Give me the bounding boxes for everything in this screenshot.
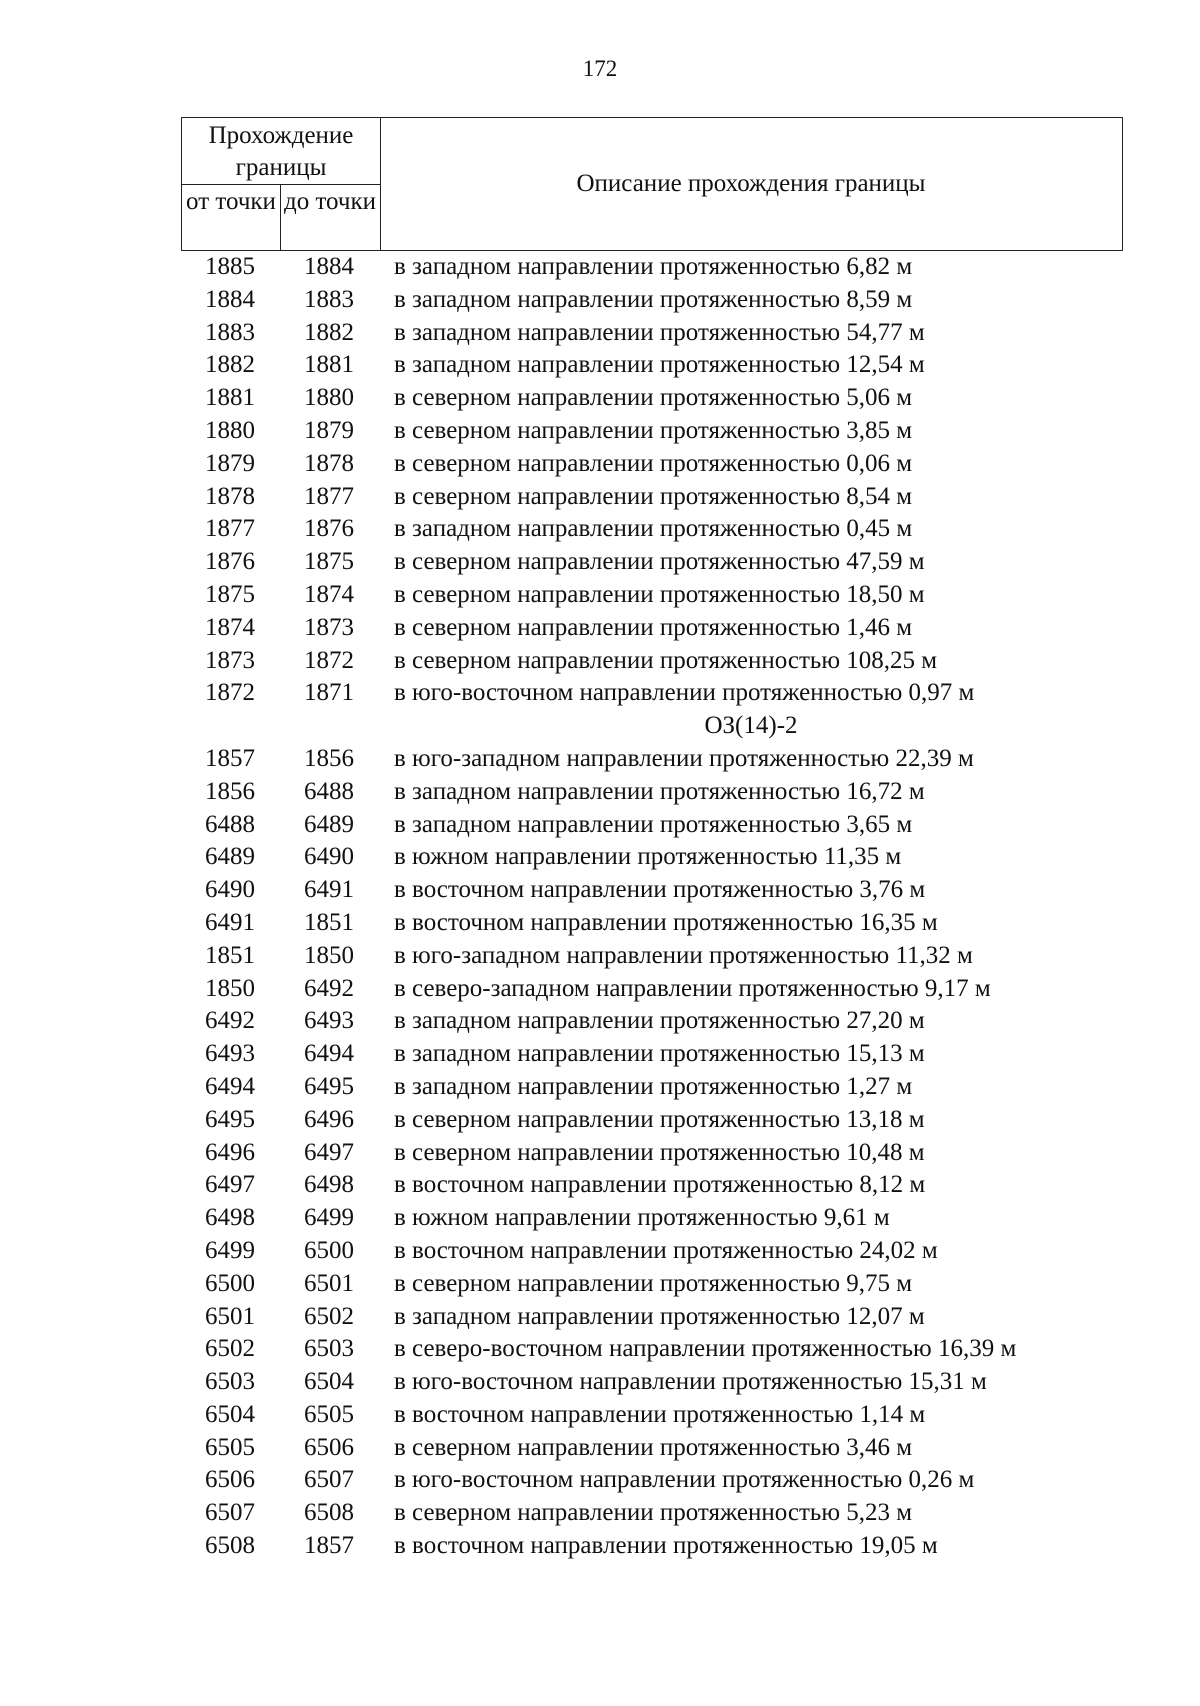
description-cell: в южном направлении протяженностью 11,35 м [394,843,902,871]
from-point-cell: 1876 [205,548,255,576]
table-row [181,1137,1131,1170]
to-point-cell: 6507 [304,1466,354,1494]
to-point-cell: 6501 [304,1269,354,1297]
from-point-cell: 6499 [205,1236,255,1264]
to-point-cell: 6497 [304,1138,354,1166]
description-cell: в северном направлении протяженностью 1,46 м [394,613,913,641]
table-row [181,284,1131,317]
from-point-cell: 1879 [205,449,255,477]
page-number: 172 [582,56,618,81]
from-point-cell: 1885 [205,253,255,280]
description-cell: в западном направлении протяженностью 54,77 м [394,318,925,346]
description-cell: в восточном направлении протяженностью 24,02 м [394,1236,938,1264]
description-cell: в северном направлении протяженностью 0,06 м [394,449,913,477]
table-row [181,251,1131,284]
from-point-cell: 1851 [205,941,255,969]
from-point-cell: 6488 [205,810,255,838]
description-cell: в восточном направлении протяженностью 8,12 м [394,1171,926,1199]
table-row [181,1497,1131,1530]
description-cell: в северном направлении протяженностью 9,75 м [394,1269,913,1297]
to-point-cell: 1872 [304,646,354,674]
from-point-cell: 6491 [205,908,255,936]
description-cell: в северном направлении протяженностью 108,25 м [394,646,938,674]
table-row [181,382,1131,415]
from-point-cell: 6507 [205,1499,255,1527]
table-row [181,841,1131,874]
table-row [181,677,1131,710]
from-point-cell: 6496 [205,1138,255,1166]
table-row [181,907,1131,940]
table-row [181,1202,1131,1235]
to-point-cell: 6499 [304,1204,354,1232]
to-point-cell: 6508 [304,1499,354,1527]
header-divider [182,184,380,185]
from-point-cell: 1850 [205,974,255,1002]
to-point-cell: 6503 [304,1335,354,1363]
table-row [181,612,1131,645]
to-point-cell: 1880 [304,384,354,412]
from-point-cell: 1883 [205,318,255,346]
description-cell: в западном направлении протяженностью 15,13 м [394,1040,925,1068]
header-description: Описание прохождения границы [576,170,926,197]
from-point-cell: 6497 [205,1171,255,1199]
table-row [181,1399,1131,1432]
description-cell: в северном направлении протяженностью 3,85 м [394,416,913,444]
section-heading-row [181,710,1131,743]
to-point-cell: 6495 [304,1072,354,1100]
table-row [181,776,1131,809]
description-cell: в северо-восточном направлении протяженностью 16,39 м [394,1335,1017,1363]
table-row [181,645,1131,678]
to-point-cell: 1851 [304,908,354,936]
description-cell: в восточном направлении протяженностью 16,35 м [394,908,938,936]
description-cell: в юго-восточном направлении протяженностью 0,97 м [394,679,975,707]
to-point-cell: 6493 [304,1007,354,1035]
from-point-cell: 1873 [205,646,255,674]
to-point-cell: 6489 [304,810,354,838]
table-row [181,1366,1131,1399]
description-cell: в северном направлении протяженностью 3,46 м [394,1433,913,1461]
table-row [181,1268,1131,1301]
from-point-cell: 6493 [205,1040,255,1068]
to-point-cell: 1884 [304,253,354,280]
table-row [181,743,1131,776]
from-point-cell: 6490 [205,876,255,904]
section-label: ОЗ(14)-2 [704,712,798,740]
description-cell: в северо-западном направлении протяженностью 9,17 м [394,974,991,1002]
description-cell: в западном направлении протяженностью 12,54 м [394,351,925,379]
description-cell: в западном направлении протяженностью 3,65 м [394,810,913,838]
description-cell: в западном направлении протяженностью 8,59 м [394,285,913,313]
description-cell: в восточном направлении протяженностью 1,14 м [394,1400,926,1428]
from-point-cell: 1880 [205,416,255,444]
description-cell: в западном направлении протяженностью 1,27 м [394,1072,913,1100]
description-cell: в юго-западном направлении протяженностью 11,32 м [394,941,973,969]
description-cell: в юго-восточном направлении протяженностью 0,26 м [394,1466,975,1494]
from-point-cell: 1884 [205,285,255,313]
to-point-cell: 6490 [304,843,354,871]
to-point-cell: 6491 [304,876,354,904]
table-row [181,1530,1131,1563]
from-point-cell: 6495 [205,1105,255,1133]
from-point-cell: 6494 [205,1072,255,1100]
to-point-cell: 6496 [304,1105,354,1133]
description-cell: в северном направлении протяженностью 47,59 м [394,548,925,576]
from-point-cell: 1856 [205,777,255,805]
table-row [181,513,1131,546]
from-point-cell: 6498 [205,1204,255,1232]
description-cell: в северном направлении протяженностью 18,50 м [394,580,925,608]
description-cell: в западном направлении протяженностью 0,45 м [394,515,913,543]
from-point-cell: 6500 [205,1269,255,1297]
table-row [181,1464,1131,1497]
description-cell: в западном направлении протяженностью 6,82 м [394,253,913,280]
table-row [181,1169,1131,1202]
description-cell: в южном направлении протяженностью 9,61 м [394,1204,890,1232]
table-row [181,415,1131,448]
from-point-cell: 6492 [205,1007,255,1035]
to-point-cell: 1856 [304,744,354,772]
table-row [181,1432,1131,1465]
description-cell: в северном направлении протяженностью 5,06 м [394,384,913,412]
from-point-cell: 6505 [205,1433,255,1461]
to-point-cell: 1877 [304,482,354,510]
table-row [181,1071,1131,1104]
to-point-cell: 6488 [304,777,354,805]
from-point-cell: 1878 [205,482,255,510]
header-passage: Прохождение границы [208,122,354,181]
table-row [181,349,1131,382]
to-point-cell: 1883 [304,285,354,313]
table-header [181,117,1123,251]
table-row [181,809,1131,842]
to-point-cell: 6502 [304,1302,354,1330]
to-point-cell: 1876 [304,515,354,543]
description-cell: в восточном направлении протяженностью 3,76 м [394,876,926,904]
to-point-cell: 1850 [304,941,354,969]
description-cell: в западном направлении протяженностью 16,72 м [394,777,925,805]
to-point-cell: 1873 [304,613,354,641]
to-point-cell: 1879 [304,416,354,444]
from-point-cell: 6504 [205,1400,255,1428]
table-row [181,1038,1131,1071]
table-row [181,448,1131,481]
from-point-cell: 6489 [205,843,255,871]
header-to-point: до точки [283,188,377,215]
table-row [181,481,1131,514]
description-cell: в северном направлении протяженностью 5,23 м [394,1499,913,1527]
table-body [181,251,1131,1563]
header-from-point: от точки [186,188,276,215]
from-point-cell: 1882 [205,351,255,379]
table-row [181,874,1131,907]
description-cell: в северном направлении протяженностью 10,48 м [394,1138,925,1166]
from-point-cell: 1872 [205,679,255,707]
table-row [181,317,1131,350]
to-point-cell: 1882 [304,318,354,346]
table-row [181,579,1131,612]
from-point-cell: 1875 [205,580,255,608]
from-point-cell: 6506 [205,1466,255,1494]
to-point-cell: 1857 [304,1532,354,1560]
description-cell: в западном направлении протяженностью 27,20 м [394,1007,925,1035]
table-row [181,546,1131,579]
from-point-cell: 6502 [205,1335,255,1363]
to-point-cell: 1878 [304,449,354,477]
description-cell: в западном направлении протяженностью 12,07 м [394,1302,925,1330]
to-point-cell: 1875 [304,548,354,576]
description-cell: в юго-восточном направлении протяженностью 15,31 м [394,1368,987,1396]
from-point-cell: 6501 [205,1302,255,1330]
from-point-cell: 6503 [205,1368,255,1396]
table-row [181,940,1131,973]
table-row [181,1104,1131,1137]
from-point-cell: 1881 [205,384,255,412]
table-row [181,973,1131,1006]
to-point-cell: 6504 [304,1368,354,1396]
to-point-cell: 1881 [304,351,354,379]
to-point-cell: 6498 [304,1171,354,1199]
description-cell: в северном направлении протяженностью 13,18 м [394,1105,925,1133]
from-point-cell: 6508 [205,1532,255,1560]
description-cell: в восточном направлении протяженностью 19,05 м [394,1532,938,1560]
to-point-cell: 6494 [304,1040,354,1068]
to-point-cell: 6500 [304,1236,354,1264]
to-point-cell: 1874 [304,580,354,608]
to-point-cell: 6492 [304,974,354,1002]
table-row [181,1333,1131,1366]
to-point-cell: 6506 [304,1433,354,1461]
to-point-cell: 1871 [304,679,354,707]
from-point-cell: 1877 [205,515,255,543]
table-row [181,1005,1131,1038]
from-point-cell: 1857 [205,744,255,772]
table-row [181,1235,1131,1268]
from-point-cell: 1874 [205,613,255,641]
table-row [181,1301,1131,1334]
to-point-cell: 6505 [304,1400,354,1428]
description-cell: в северном направлении протяженностью 8,54 м [394,482,913,510]
description-cell: в юго-западном направлении протяженностью 22,39 м [394,744,974,772]
